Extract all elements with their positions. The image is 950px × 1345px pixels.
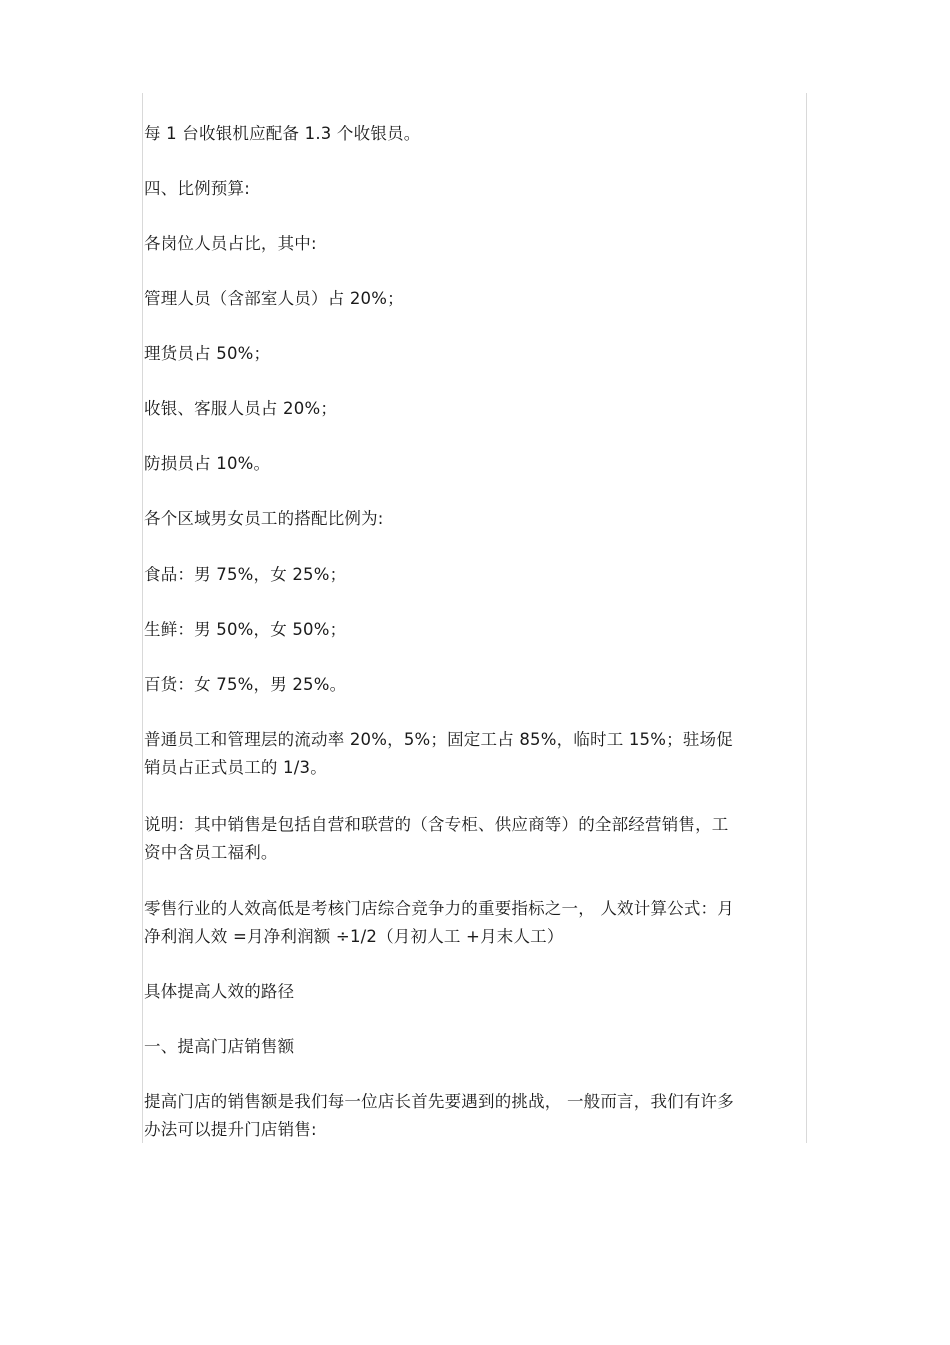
text-line: 提高门店的销售额是我们每一位店长首先要遇到的挑战， 一般而言，我们有许多 <box>144 1092 734 1111</box>
text-line: 办法可以提升门店销售: <box>144 1120 317 1139</box>
heading-increase-sales <box>144 1033 806 1061</box>
text-line: 各岗位人员占比，其中: <box>144 234 317 253</box>
paragraph-turnover-rates <box>144 726 806 782</box>
heading-efficiency-paths <box>144 978 806 1006</box>
text-line: 理货员占 50%； <box>144 344 271 363</box>
text-line: 净利润人效 =月净利润额 ÷1/2（月初人工 +月末人工） <box>144 927 564 946</box>
paragraph-post-ratio-intro <box>144 230 806 258</box>
paragraph-sales-note <box>144 811 806 867</box>
paragraph-gender-ratio-intro <box>144 505 806 533</box>
text-line: 管理人员（含部室人员）占 20%； <box>144 289 404 308</box>
text-line: 资中含员工福利。 <box>144 843 278 862</box>
text-line: 普通员工和管理层的流动率 20%，5%；固定工占 85%，临时工 15%；驻场促 <box>144 730 733 749</box>
paragraph-increase-sales-body <box>144 1088 806 1144</box>
text-line: 各个区域男女员工的搭配比例为: <box>144 509 384 528</box>
text-line: 收银、客服人员占 20%； <box>144 399 338 418</box>
paragraph-fresh-gender-ratio <box>144 616 806 644</box>
text-line: 每 1 台收银机应配备 1.3 个收银员。 <box>144 124 421 143</box>
text-line: 说明：其中销售是包括自营和联营的（含专柜、供应商等）的全部经营销售，工 <box>144 815 729 834</box>
paragraph-stock-clerk-ratio <box>144 340 806 368</box>
paragraph-food-gender-ratio <box>144 561 806 589</box>
text-line: 防损员占 10%。 <box>144 454 271 473</box>
text-line: 一、提高门店销售额 <box>144 1037 295 1056</box>
text-line: 百货：女 75%，男 25%。 <box>144 675 347 694</box>
left-margin-rule <box>142 93 143 1143</box>
right-margin-rule <box>806 93 807 1143</box>
paragraph-cashier-service-ratio <box>144 395 806 423</box>
text-line: 零售行业的人效高低是考核门店综合竞争力的重要指标之一， 人效计算公式：月 <box>144 899 734 918</box>
text-line: 销员占正式员工的 1/3。 <box>144 758 327 777</box>
text-line: 四、比例预算: <box>144 179 250 198</box>
paragraph-cashier-ratio <box>144 120 806 148</box>
text-line: 具体提高人效的路径 <box>144 982 295 1001</box>
paragraph-loss-prevention-ratio <box>144 450 806 478</box>
paragraph-general-goods-gender-ratio <box>144 671 806 699</box>
heading-ratio-budget <box>144 175 806 203</box>
text-line: 食品：男 75%，女 25%； <box>144 565 347 584</box>
paragraph-management-ratio <box>144 285 806 313</box>
paragraph-efficiency-formula <box>144 895 806 951</box>
text-line: 生鲜：男 50%，女 50%； <box>144 620 347 639</box>
